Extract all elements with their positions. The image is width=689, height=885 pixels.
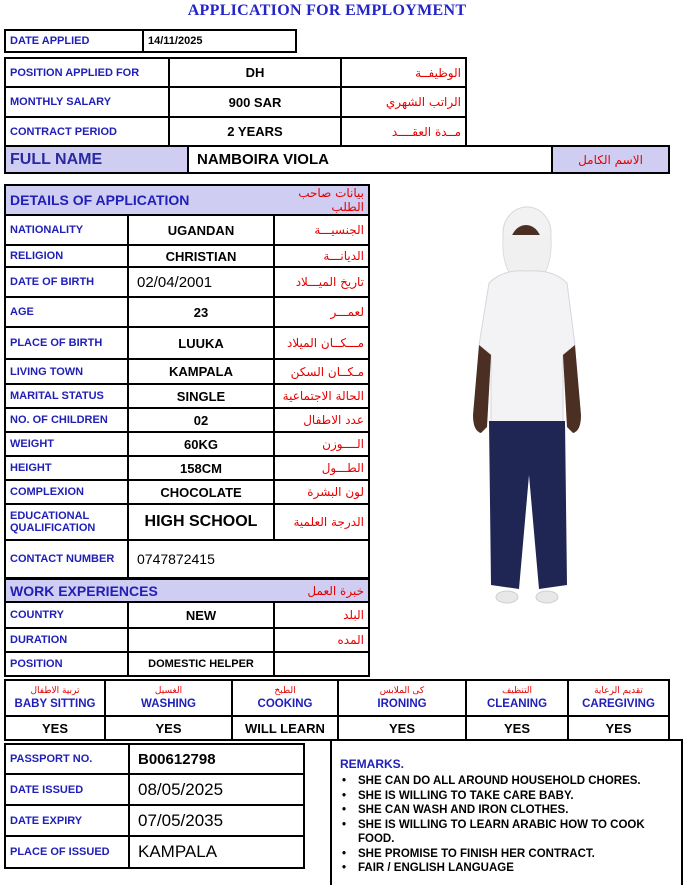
complexion-ar: لون البشرة — [274, 480, 369, 504]
religion-ar: الديانـــة — [274, 245, 369, 267]
pob-ar: مـــكــان الميلاد — [274, 327, 369, 359]
dob-label: DATE OF BIRTH — [5, 267, 128, 297]
remark-item: • SHE IS WILLING TO LEARN ARABIC HOW TO COOK FOOD. — [340, 818, 681, 847]
skill-babysitting-value: YES — [5, 716, 105, 740]
country-label: COUNTRY — [5, 602, 128, 628]
salary-label: MONTHLY SALARY — [5, 87, 169, 117]
weight-label: WEIGHT — [5, 432, 128, 456]
passport-table — [4, 743, 305, 869]
weight-value: 60KG — [128, 432, 274, 456]
duration-value — [128, 628, 274, 652]
religion-label: RELIGION — [5, 245, 128, 267]
nationality-label: NATIONALITY — [5, 215, 128, 245]
skill-cooking-value: WILL LEARN — [232, 716, 338, 740]
date-applied-label: DATE APPLIED — [5, 30, 143, 52]
duration-ar: المده — [274, 628, 369, 652]
remark-item: • FAIR / ENGLISH LANGUAGE — [340, 861, 681, 876]
height-label: HEIGHT — [5, 456, 128, 480]
skills-table — [4, 679, 670, 741]
country-value: NEW — [128, 602, 274, 628]
skill-cooking-header — [232, 680, 338, 716]
pob-label: PLACE OF BIRTH — [5, 327, 128, 359]
skill-ar: الطبخ — [274, 686, 296, 696]
skill-washing-value: YES — [105, 716, 232, 740]
work-header-ar: خبرة العمل — [274, 579, 369, 602]
position-ar: الوظيفــة — [341, 58, 466, 87]
position-worked-value: DOMESTIC HELPER — [128, 652, 274, 676]
work-header: WORK EXPERIENCES — [5, 579, 274, 602]
remark-item: • SHE IS WILLING TO TAKE CARE BABY. — [340, 789, 681, 804]
place-issued-value: KAMPALA — [129, 836, 304, 868]
place-issued-label: PLACE OF ISSUED — [5, 836, 129, 868]
duration-label: DURATION — [5, 628, 128, 652]
date-issued-value: 08/05/2025 — [129, 774, 304, 805]
age-value: 23 — [128, 297, 274, 327]
living-town-ar: مـكــان السكن — [274, 359, 369, 384]
marital-ar: الحالة الاجتماعية — [274, 384, 369, 408]
full-name-ar: الاسم الكامل — [552, 146, 669, 173]
position-worked-ar — [274, 652, 369, 676]
complexion-label: COMPLEXION — [5, 480, 128, 504]
age-ar: لعمـــر — [274, 297, 369, 327]
age-label: AGE — [5, 297, 128, 327]
remarks-title: REMARKS. — [340, 757, 405, 771]
living-town-label: LIVING TOWN — [5, 359, 128, 384]
height-value: 158CM — [128, 456, 274, 480]
skill-cleaning-header — [466, 680, 568, 716]
date-applied-value: 14/11/2025 — [143, 30, 296, 52]
children-label: NO. OF CHILDREN — [5, 408, 128, 432]
children-ar: عدد الاطفال — [274, 408, 369, 432]
skill-ar: تقديم الرعاية — [594, 686, 643, 696]
details-header-ar: بيانات صاحب الطلب — [274, 185, 369, 215]
contact-label: CONTACT NUMBER — [5, 540, 128, 578]
complexion-value: CHOCOLATE — [128, 480, 274, 504]
country-ar: البلد — [274, 602, 369, 628]
skill-ar: كى الملابس — [379, 686, 425, 696]
passport-no-value: B00612798 — [129, 744, 304, 774]
children-value: 02 — [128, 408, 274, 432]
date-issued-label: DATE ISSUED — [5, 774, 129, 805]
remarks-box — [330, 739, 683, 885]
skill-ar: تربية الاطفال — [30, 686, 80, 696]
contact-value: 0747872415 — [128, 540, 369, 578]
living-town-value: KAMPALA — [128, 359, 274, 384]
marital-label: MARITAL STATUS — [5, 384, 128, 408]
skill-ar: الغسيل — [154, 686, 183, 696]
details-header: DETAILS OF APPLICATION — [5, 185, 274, 215]
dob-ar: تاريخ الميـــلاد — [274, 267, 369, 297]
skill-caregiving-value: YES — [568, 716, 669, 740]
remark-item: • SHE PROMISE TO FINISH HER CONTRACT. — [340, 847, 681, 862]
religion-value: CHRISTIAN — [128, 245, 274, 267]
contract-label: CONTRACT PERIOD — [5, 117, 169, 146]
skill-cleaning-value: YES — [466, 716, 568, 740]
position-value: DH — [169, 58, 341, 87]
full-name-label: FULL NAME — [5, 146, 188, 173]
position-label: POSITION APPLIED FOR — [5, 58, 169, 87]
remarks-list — [340, 774, 681, 876]
skill-ar: التنظيف — [501, 686, 533, 696]
weight-ar: الــــوزن — [274, 432, 369, 456]
pob-value: LUUKA — [128, 327, 274, 359]
skill-en: WASHING — [141, 698, 196, 710]
skill-ironing-header — [338, 680, 466, 716]
height-ar: الطـــول — [274, 456, 369, 480]
education-value: HIGH SCHOOL — [128, 504, 274, 540]
skill-caregiving-header — [568, 680, 669, 716]
skill-ironing-value: YES — [338, 716, 466, 740]
date-expiry-label: DATE EXPIRY — [5, 805, 129, 836]
marital-value: SINGLE — [128, 384, 274, 408]
skill-en: CAREGIVING — [582, 698, 655, 710]
nationality-ar: الجنسيـــة — [274, 215, 369, 245]
contract-ar: مــدة العقــــد — [341, 117, 466, 146]
applicant-photo — [463, 205, 593, 610]
education-label: EDUCATIONAL QUALIFICATION — [5, 504, 128, 540]
remark-item: • SHE CAN DO ALL AROUND HOUSEHOLD CHORES. — [340, 774, 681, 789]
skill-en: BABY SITTING — [14, 698, 96, 710]
skill-babysitting-header — [5, 680, 105, 716]
skill-en: COOKING — [257, 698, 313, 710]
date-applied-table — [4, 29, 297, 53]
skill-washing-header — [105, 680, 232, 716]
page-title: APPLICATION FOR EMPLOYMENT — [187, 2, 467, 19]
full-name-value: NAMBOIRA VIOLA — [188, 146, 552, 173]
work-table — [4, 578, 370, 677]
nationality-value: UGANDAN — [128, 215, 274, 245]
date-expiry-value: 07/05/2035 — [129, 805, 304, 836]
skill-en: IRONING — [377, 698, 427, 710]
position-worked-label: POSITION — [5, 652, 128, 676]
skill-en: CLEANING — [486, 698, 548, 710]
dob-value: 02/04/2001 — [128, 267, 274, 297]
job-table — [4, 57, 467, 147]
education-ar: الدرجة العلمية — [274, 504, 369, 540]
full-name-table — [4, 145, 670, 174]
salary-ar: الراتب الشهري — [341, 87, 466, 117]
contract-value: 2 YEARS — [169, 117, 341, 146]
passport-no-label: PASSPORT NO. — [5, 744, 129, 774]
salary-value: 900 SAR — [169, 87, 341, 117]
details-table — [4, 184, 370, 579]
remark-item: • SHE CAN WASH AND IRON CLOTHES. — [340, 803, 681, 818]
